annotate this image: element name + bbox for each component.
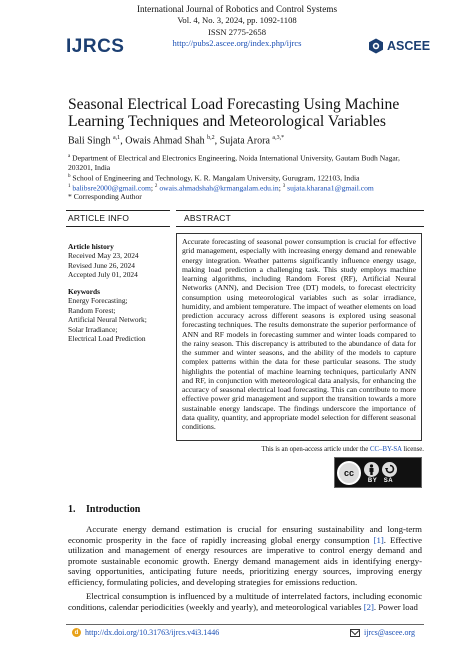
affiliation-text: School of Engineering and Technology, K. R. Mangalam University, Gurugram, 122103, India bbox=[72, 173, 360, 183]
mail-icon bbox=[350, 629, 360, 637]
footer-divider bbox=[66, 624, 424, 625]
abstract-box bbox=[176, 233, 422, 441]
section-number: 1. bbox=[68, 504, 76, 515]
divider bbox=[176, 210, 424, 211]
author-sup: a,1 bbox=[113, 135, 121, 141]
cc-icon: cc bbox=[337, 461, 361, 485]
keyword-item: Energy Forecasting; bbox=[68, 296, 128, 306]
license-statement bbox=[240, 446, 424, 453]
citation-link[interactable]: [2] bbox=[363, 601, 374, 612]
email-link[interactable]: owais.ahmadshah@krmangalam.edu.in bbox=[159, 183, 279, 193]
journal-logo: IJRCS bbox=[66, 36, 125, 57]
license-suffix: license. bbox=[401, 446, 424, 453]
cc-sa-label: SA bbox=[383, 477, 394, 484]
attribution-icon bbox=[364, 462, 379, 477]
history-item: Accepted July 01, 2024 bbox=[68, 270, 138, 280]
email-sup: 2 bbox=[154, 184, 158, 189]
divider bbox=[66, 210, 170, 211]
citation-link[interactable]: [1] bbox=[373, 534, 384, 545]
ascee-hex-icon bbox=[368, 38, 384, 54]
keyword-item: Random Forest; bbox=[68, 305, 116, 315]
keywords bbox=[68, 287, 168, 343]
email-sup: 1 bbox=[68, 184, 71, 189]
affiliation-sup: b bbox=[68, 174, 71, 179]
paragraph-text: Electrical consumption is influenced by a multitude of interrelated factors, including economic conditions, calendar periodicities (weekly and yearly), and meteorological variables bbox=[68, 591, 422, 612]
history-item: Revised June 26, 2024 bbox=[68, 260, 135, 270]
journal-url-link[interactable]: http://pubs2.ascee.org/index.php/ijrcs bbox=[172, 38, 302, 49]
doi-link[interactable]: http://dx.doi.org/10.31763/ijrcs.v4i3.1446 bbox=[85, 628, 220, 637]
doi-icon: d bbox=[72, 628, 81, 637]
journal-name: International Journal of Robotics and Control Systems bbox=[136, 4, 338, 14]
journal-email-link[interactable]: ijrcs@ascee.org bbox=[364, 628, 415, 637]
abstract-text: Accurate forecasting of seasonal power consumption is crucial for effective grid management, especially with increasing energy demand and renewable energy integration. Weather patterns significantly influence energy usage, making load prediction a challenging task. This study employs machine learning algorithms, including Random Forest (RF), Artificial Neural Networks (ANN), and Decision Tree (DT) models, to forecast electricity consumption using meteorological variables such as solar irradiance, humidity, and ambient temperature. The impact of weather elements on load prediction accuracy across different seasons is explored using seasonal forecasting techniques. The results demonstrate the superior performance of ANN and RF models in forecasting summer and winter loads compared to the rainy season. This discrepancy is attributed to the abundance of data for the summer and winter seasons, and the ability of the models to capture complex patterns within the data for these particular seasons. The study highlights the potential of machine learning techniques, particularly ANN and RF, in conjunction with meteorological data analysis, for enhancing the accuracy of seasonal electrical load forecasting. This can contribute to more effective power grid management and support the transition towards a more sustainable energy landscape. The findings underscore the importance of data quality, quantity, and appropriate model selection for different seasonal conditions. bbox=[182, 237, 416, 431]
issn: ISSN 2775-2658 bbox=[207, 26, 266, 37]
affiliation bbox=[68, 152, 423, 173]
share-alike-icon bbox=[382, 462, 397, 477]
abstract-heading: ABSTRACT bbox=[184, 213, 232, 223]
volume-line: Vol. 4, No. 3, 2024, pp. 1092-1108 bbox=[177, 15, 297, 26]
email-sup: 3 bbox=[282, 184, 286, 189]
author-emails: $^1$ balibsre2000@gmail.com; $^2$ owais.ahmadshah@krmangalam.edu.in; $^3$ sujata.kharana1@gmail.com bbox=[68, 183, 374, 193]
paragraph-text: . Effective utilization and management of energy resources are imperative to control energy demand and promote sustainable economic growth. Energy demand management aids in identifying energy-saving opportunities, anticipating future needs, prioritizing energy sources, improving energy efficiency, formulating policies, and developing strategies for emissions reduction. bbox=[68, 534, 423, 587]
license-link[interactable]: CC–BY-SA bbox=[369, 446, 402, 453]
affiliation-sup: a bbox=[68, 154, 71, 159]
section-title: Introduction bbox=[86, 504, 141, 515]
publisher-logo-text: ASCEE bbox=[387, 39, 431, 53]
history-item: Received May 23, 2024 bbox=[68, 251, 139, 261]
affiliation-text: Department of Electrical and Electronics Engineering, Noida International University, Gautam Budh Nagar, 203201, India bbox=[68, 153, 400, 173]
author-name: Sujata Arora bbox=[219, 135, 270, 147]
paragraph-text: . Power load bbox=[373, 601, 418, 612]
article-history bbox=[68, 242, 168, 280]
corresponding-author: * Corresponding Author bbox=[68, 192, 142, 201]
article-info-heading: ARTICLE INFO bbox=[68, 213, 130, 223]
intro-paragraph bbox=[68, 591, 422, 612]
footer-email bbox=[350, 628, 415, 637]
keyword-item: Artificial Neural Network; bbox=[68, 315, 147, 325]
author-name: Owais Ahmad Shah bbox=[125, 135, 205, 147]
email-link[interactable]: sujata.kharana1@gmail.com bbox=[287, 183, 374, 193]
divider bbox=[176, 226, 424, 227]
keyword-item: Electrical Load Prediction bbox=[68, 334, 146, 344]
article-title: Seasonal Electrical Load Forecasting Using Machine Learning Techniques and Meteorological Variables bbox=[68, 96, 400, 130]
cc-by-sa-icons bbox=[364, 462, 397, 484]
cc-by-label: BY bbox=[367, 477, 378, 484]
journal-header bbox=[0, 0, 474, 74]
author-sup: b,2 bbox=[207, 135, 215, 141]
footer-doi bbox=[72, 628, 219, 637]
keyword-item: Solar Irradiance; bbox=[68, 324, 118, 334]
author-name: Bali Singh bbox=[68, 135, 111, 147]
publisher-logo bbox=[368, 38, 430, 54]
author-list: Bali Singh $^{a,1}$, Owais Ahmad Shah $^{b,2}$, Sujata Arora $^{a,3,*}$ bbox=[68, 135, 285, 147]
license-prefix: This is an open-access article under the bbox=[261, 446, 370, 453]
intro-paragraph bbox=[68, 524, 422, 588]
article-history-label: Article history bbox=[68, 242, 114, 251]
paragraph-text: Accurate energy demand estimation is crucial for ensuring sustainability and long-term economic prosperity in the face of rapidly increasing global energy consumption bbox=[68, 524, 422, 545]
section-heading bbox=[68, 504, 140, 515]
divider bbox=[66, 226, 170, 227]
author-sup: a,3,* bbox=[272, 135, 285, 141]
email-link[interactable]: balibsre2000@gmail.com bbox=[72, 183, 151, 193]
cc-license-badge[interactable] bbox=[334, 457, 422, 488]
keywords-label: Keywords bbox=[68, 287, 101, 296]
